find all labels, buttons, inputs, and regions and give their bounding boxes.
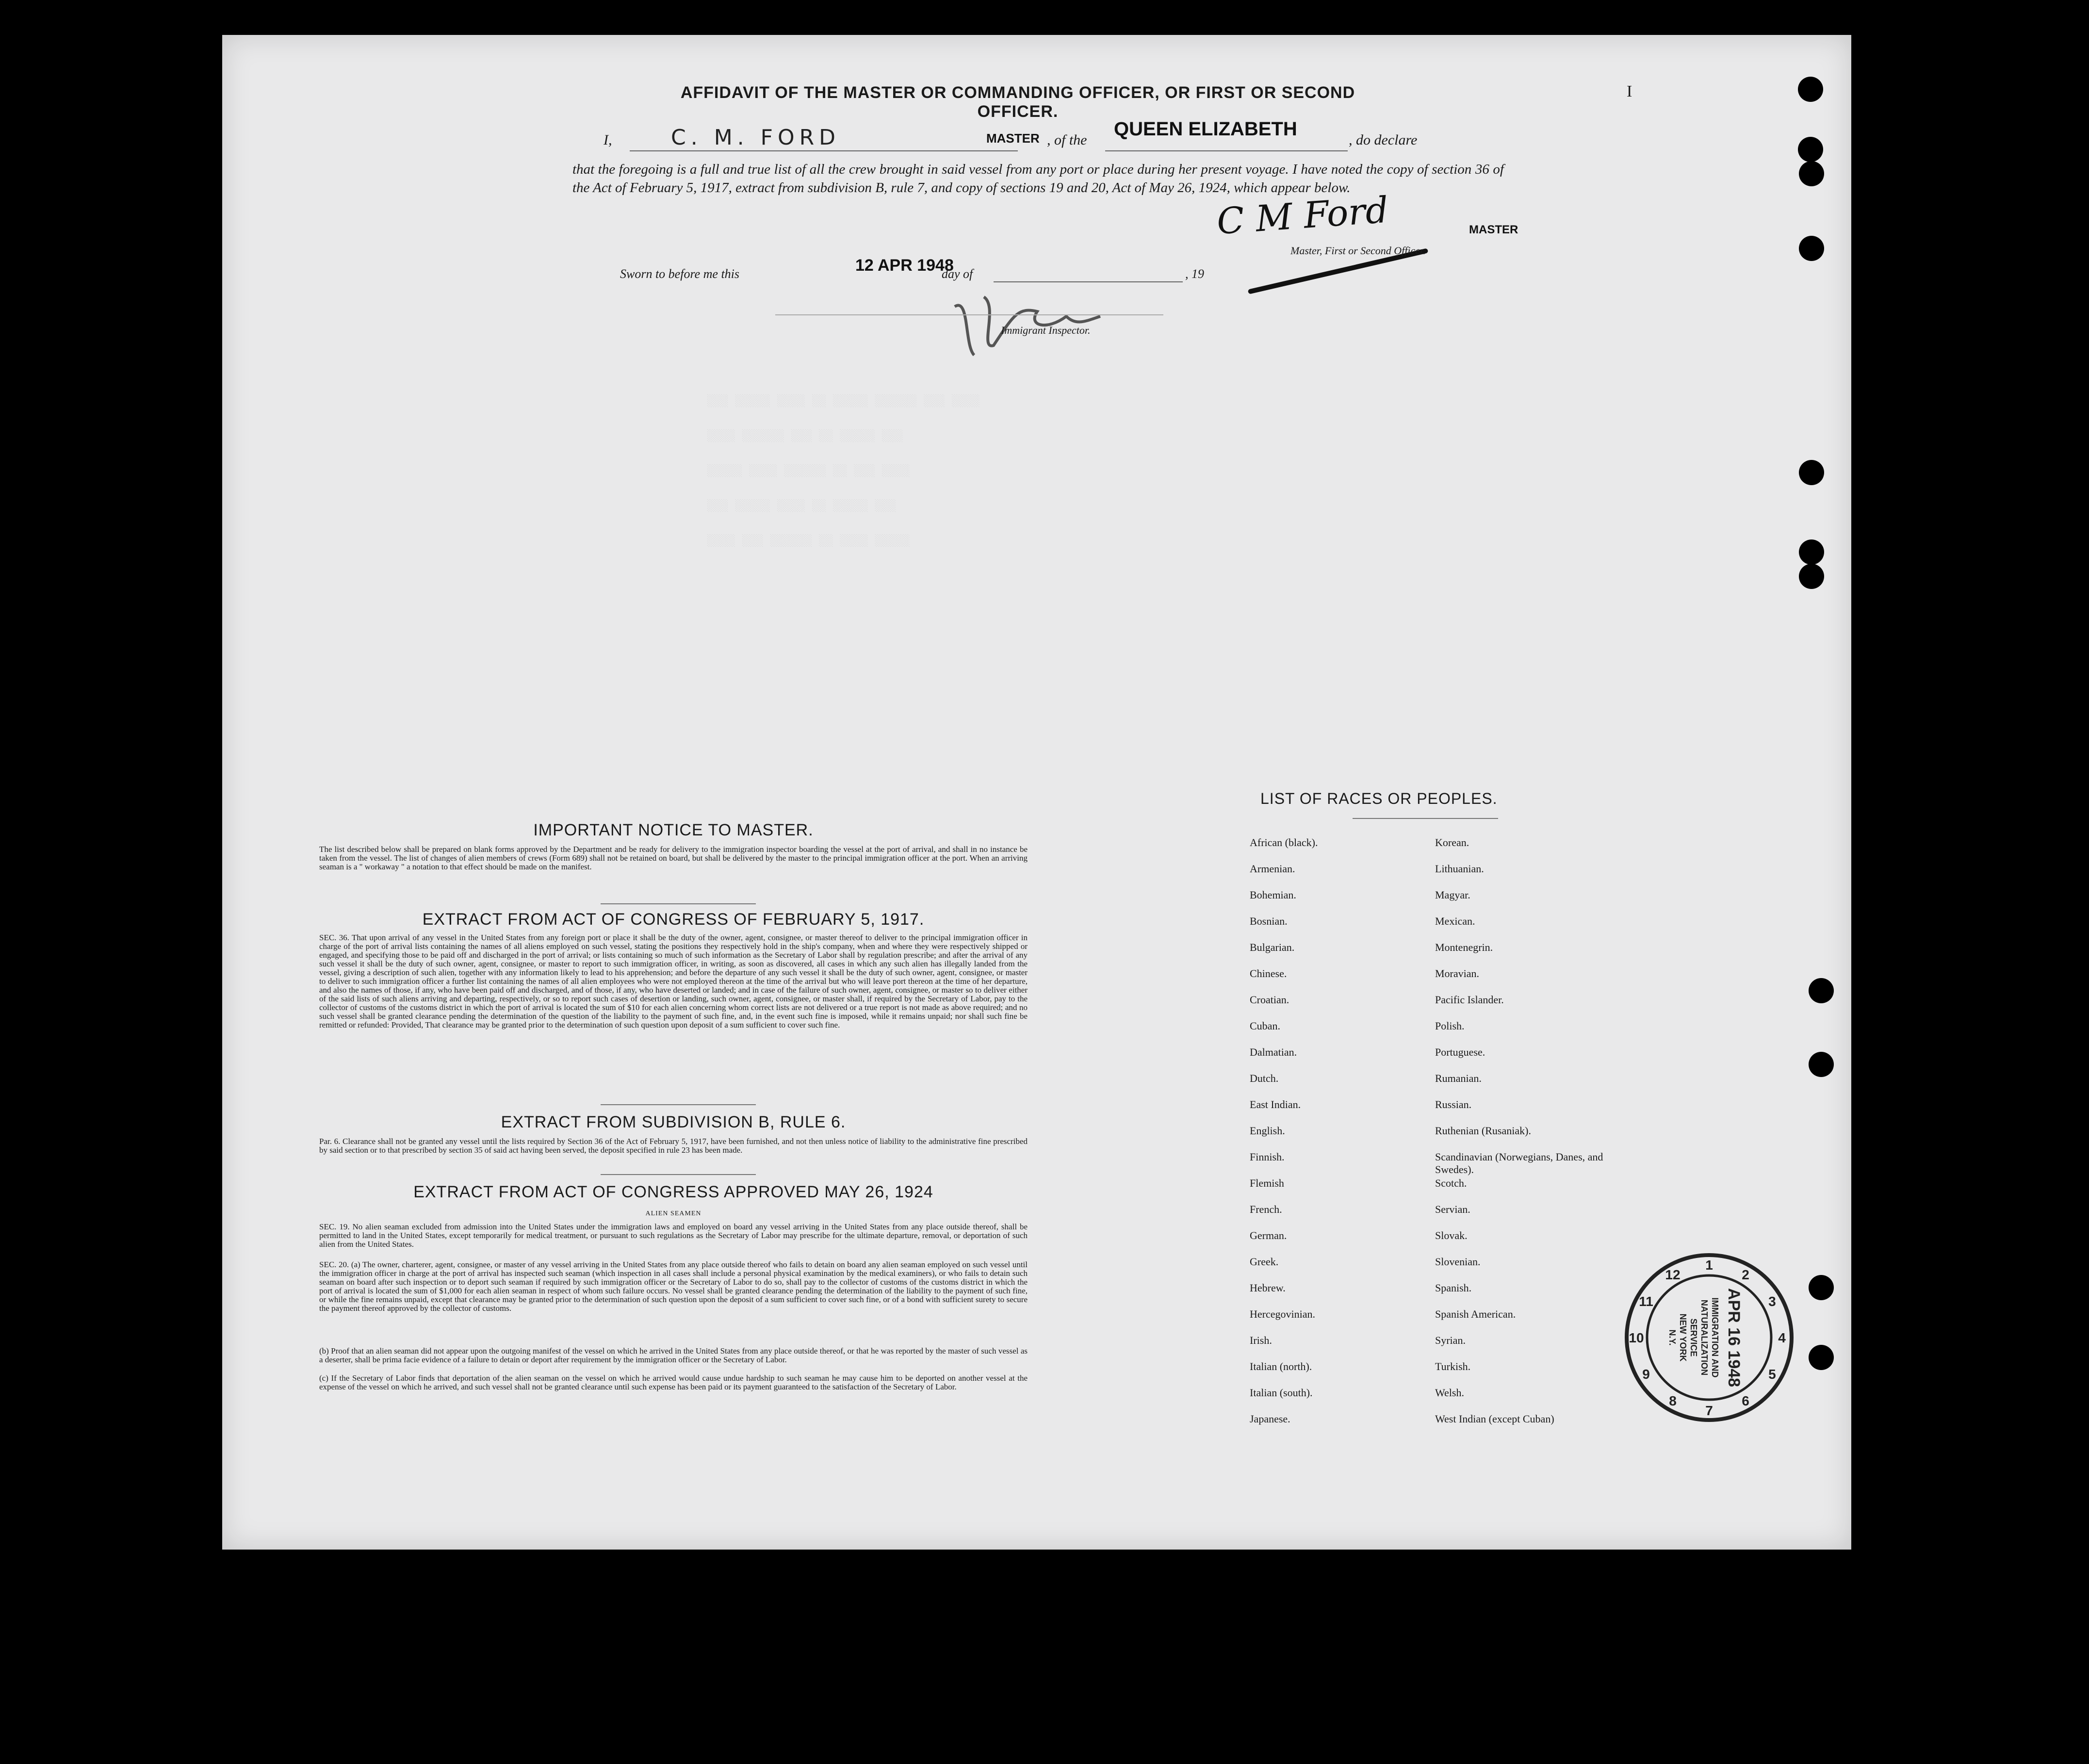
punch-hole — [1799, 539, 1824, 565]
affidavit-i: I, — [604, 132, 612, 148]
stamp-line1: IMMIGRATION AND — [1710, 1297, 1720, 1378]
race-item: Welsh. — [1435, 1387, 1464, 1399]
year-suffix: , 19 — [1185, 267, 1204, 281]
extract-1924-title: EXTRACT FROM ACT OF CONGRESS APPROVED MAY 26, 1924 — [413, 1183, 933, 1201]
race-item: Lithuanian. — [1435, 863, 1484, 875]
race-item: East Indian. — [1250, 1098, 1301, 1111]
declaration-text: that the foregoing is a full and true list of all the crew brought in said vessel from any port or place during her present voyage. I have noted the copy of section 36 of the Act of February 5, 1917, extract from subdivision B, rule 7, and copy of sections 19 and 20, Act of May 26, 1924, which appear below. — [572, 162, 1504, 196]
punch-hole — [1799, 161, 1824, 186]
stamp-ring-number: 1 — [1705, 1258, 1713, 1273]
punch-hole — [1809, 1345, 1834, 1370]
race-item: Montenegrin. — [1435, 941, 1493, 953]
extract-rule6-title: EXTRACT FROM SUBDIVISION B, RULE 6. — [501, 1113, 846, 1131]
stamp-line2: NATURALIZATION — [1699, 1299, 1709, 1376]
master-signature: C M Ford — [1215, 189, 1390, 243]
of-the-text: , of the — [1047, 132, 1087, 148]
races-underline — [1353, 818, 1498, 819]
extract-1924-sec19: SEC. 19. No alien seaman excluded from admission into the United States under the immigration laws and employed on board any vessel arriving in the United States from any place outside thereof, shall be permitted to land in the United States, except temporarily for medical treatment, or pursuant to such regulations as the Secretary of Labor may prescribe for the ultimate departure, removal, or deportation of such alien from the United States. — [319, 1222, 1028, 1249]
race-item: Moravian. — [1435, 967, 1480, 980]
race-item: Italian (north). — [1250, 1360, 1312, 1372]
race-item: Cuban. — [1250, 1020, 1280, 1032]
race-item: Mexican. — [1435, 915, 1475, 927]
race-item: Italian (south). — [1250, 1387, 1313, 1399]
race-item: Scandinavian (Norwegians, Danes, and Swedes). — [1435, 1151, 1603, 1176]
stamp-line5: N.Y. — [1667, 1329, 1677, 1346]
race-item: Hebrew. — [1250, 1282, 1286, 1294]
punch-hole — [1799, 564, 1824, 589]
notice-text: The list described below shall be prepared on blank forms approved by the Department and be ready for delivery to the immigration inspector boarding the vessel at the port of arrival, and shall in no instance be taken from the vessel. The list of changes of alien members of crews (Form 689) shall not be retained on board, but shall be delivered by the master to the principal immigration officer at the port. When an arriving seaman is a " workaway " a notation to that effect should be made on the manifest. — [319, 845, 1028, 871]
page-mark: I — [1627, 82, 1632, 100]
race-item: Slovenian. — [1435, 1256, 1481, 1268]
race-item: Spanish American. — [1435, 1308, 1516, 1320]
race-item: Servian. — [1435, 1203, 1470, 1215]
punch-hole — [1809, 1052, 1834, 1077]
punch-hole — [1799, 460, 1824, 485]
stamp-ring-number: 10 — [1629, 1330, 1644, 1345]
race-item: Scotch. — [1435, 1177, 1467, 1189]
stamp-line3: SERVICE — [1689, 1318, 1698, 1357]
vessel-underline — [1105, 150, 1348, 151]
divider-2 — [601, 1104, 756, 1105]
race-item: Flemish — [1250, 1177, 1284, 1189]
extract-rule6-text: Par. 6. Clearance shall not be granted any vessel until the lists required by Section 36 of the Act of February 5, 1917, have been furnished, and not then unless notice of liability to the administrative fine prescribed by said section or to that prescribed by section 35 of said act having been served, the deposit specified in rule 23 has been made. — [319, 1137, 1028, 1155]
do-declare-text: , do declare — [1349, 132, 1418, 148]
signature-caption: Master, First or Second Officer. — [1290, 245, 1426, 257]
stamp-ring-number: 8 — [1669, 1393, 1677, 1408]
race-item: Portuguese. — [1435, 1046, 1485, 1058]
master-stamp: MASTER — [986, 131, 1040, 146]
bleed-through: ░░░ ░░░░░ ░░░░ ░░ ░░░░░ ░░░░░░ ░░░ ░░░░ ░░░░ ░░░░░░ ░░░ ░░ ░░░░░ ░░░ ░░░░░ ░░░░ ░░░░░░ ░░ ░░░ ░░░░ ░░░ ░░░░░ ░░░░ ░░ ░░░░░ ░░░ ░░░░ ░░░ ░░░░░░ ░░ ░░░░ ░░░░░ — [707, 395, 980, 548]
notice-title: IMPORTANT NOTICE TO MASTER. — [533, 821, 814, 839]
race-item: Finnish. — [1250, 1151, 1285, 1163]
extract-1924-subtitle: ALIEN SEAMEN — [645, 1210, 702, 1217]
signature-master-stamp: MASTER — [1469, 223, 1518, 236]
race-item: West Indian (except Cuban) — [1435, 1413, 1554, 1425]
inspector-caption: Immigrant Inspector. — [1001, 324, 1091, 336]
stamp-ring-number: 5 — [1768, 1367, 1776, 1382]
punch-hole — [1799, 236, 1824, 261]
stamp-date: APR 16 1948 — [1725, 1288, 1743, 1388]
race-item: Polish. — [1435, 1020, 1465, 1032]
extract-1924-sec20b: (b) Proof that an alien seaman did not appear upon the outgoing manifest of the vessel on which he arrived in the United States from any place outside thereof, or that he was reported by the master of such vessel as a deserter, shall be prima facie evidence of a failure to detain or deport after requirement by the immigration officer or the Secretary of Labor. — [319, 1346, 1028, 1364]
race-item: German. — [1250, 1229, 1287, 1241]
race-item: Rumanian. — [1435, 1072, 1482, 1084]
race-item: Chinese. — [1250, 967, 1287, 980]
stamp-ring-number: 2 — [1742, 1267, 1749, 1283]
race-item: Korean. — [1435, 836, 1469, 849]
race-item: Bosnian. — [1250, 915, 1288, 927]
vessel-name: QUEEN ELIZABETH — [1114, 118, 1297, 140]
race-item: Bohemian. — [1250, 889, 1296, 901]
race-item: Dutch. — [1250, 1072, 1279, 1084]
stamp-ring-number: 12 — [1665, 1267, 1681, 1283]
race-item: Turkish. — [1435, 1360, 1471, 1372]
stamp-ring-number: 3 — [1768, 1294, 1776, 1309]
day-of-text: day of — [942, 267, 973, 281]
race-item: Greek. — [1250, 1256, 1279, 1268]
race-item: Japanese. — [1250, 1413, 1290, 1425]
inspector-underline — [775, 314, 1163, 315]
race-item: English. — [1250, 1125, 1285, 1137]
race-item: Russian. — [1435, 1098, 1472, 1111]
sworn-date-stamp: 12 APR 1948 — [855, 256, 954, 275]
immigration-stamp — [1622, 1250, 1796, 1425]
race-item: Syrian. — [1435, 1334, 1466, 1346]
race-item: Irish. — [1250, 1334, 1272, 1346]
race-item: Hercegovinian. — [1250, 1308, 1315, 1320]
race-item: French. — [1250, 1203, 1282, 1215]
race-item: Croatian. — [1250, 994, 1289, 1006]
extract-1917-title: EXTRACT FROM ACT OF CONGRESS OF FEBRUARY 5, 1917. — [422, 910, 925, 929]
punch-hole — [1798, 137, 1823, 162]
race-item: Bulgarian. — [1250, 941, 1295, 953]
sworn-prefix: Sworn to before me this — [620, 267, 740, 281]
stamp-ring-number: 4 — [1778, 1330, 1786, 1345]
race-item: Spanish. — [1435, 1282, 1472, 1294]
race-item: Pacific Islander. — [1435, 994, 1504, 1006]
divider-1 — [601, 903, 756, 904]
races-title: LIST OF RACES OR PEOPLES. — [1260, 790, 1498, 807]
race-item: Slovak. — [1435, 1229, 1468, 1241]
divider-3 — [601, 1174, 756, 1175]
race-item: African (black). — [1250, 836, 1318, 849]
month-underline — [994, 281, 1183, 282]
officer-name: C. M. FORD — [671, 125, 841, 150]
race-item: Magyar. — [1435, 889, 1470, 901]
extract-1924-sec20a: SEC. 20. (a) The owner, charterer, agent, consignee, or master of any vessel arriving in the United States from any place outside thereof who fails to detain on board any alien seaman employed on such vessel until the immigration officer in charge at the port of arrival has inspected such seaman (which inspection in all cases shall include a personal physical examination by the medical examiners), or who fails to detain such seaman on board after such inspection or to deport such seaman if required by such immigration officer or the Secretary of Labor to do so, shall pay to the collector of customs of the customs district in which the port of arrival is located the sum of $1,000 for each alien seaman in respect of whom such failure occurs. No vessel shall be granted clearance pending the determination of the liability to the payment of such fine, or while the fine remains unpaid, except that clearance may be granted prior to the determination of such question upon the deposit of a sum sufficient to cover such fine, or of a bond with sufficient surety to secure the payment thereof approved by the collector of customs. — [319, 1260, 1028, 1313]
punch-hole — [1809, 1275, 1834, 1300]
race-item: Ruthenian (Rusaniak). — [1435, 1125, 1531, 1137]
punch-hole — [1809, 978, 1834, 1003]
officer-underline — [630, 150, 1018, 151]
stamp-line4: NEW YORK — [1678, 1313, 1688, 1362]
stamp-ring-number: 9 — [1642, 1367, 1650, 1382]
extract-1924-sec20c: (c) If the Secretary of Labor finds that deportation of the alien seaman on the vessel on which he arrived would cause undue hardship to such seaman he may cause him to be deported on another vessel at the expense of the vessel on which he arrived, and such vessel shall not be granted clearance until such expense has been paid or its payment guaranteed to the satisfaction of the Secretary of Labor. — [319, 1373, 1028, 1391]
stamp-ring-number: 7 — [1705, 1403, 1713, 1418]
extract-1917-text: SEC. 36. That upon arrival of any vessel in the United States from any foreign port or place it shall be the duty of the owner, agent, consignee, or master thereof to deliver to the principal immigration officer in charge of the port of arrival lists containing the names of all aliens employed on such vessel, stating the positions they respectively hold in the ship's company, when and where they were respectively shipped or engaged, and specifying those to be paid off and discharged in the port of arrival; or lists containing so much of such information as the Secretary of Labor shall by regulation prescribe; and after the arrival of any such vessel it shall be the duty of such owner, agent, consignee, or master to report to such immigration officer, in writing, as soon as discovered, all cases in which any such alien has illegally landed from the vessel, giving a description of such alien, together with any information likely to lead to his apprehension; and before the departure of any such vessel it shall be the duty of such owner, agent, consignee, or master to deliver to such immigration officer a further list containing the names of all alien employees who were not employed thereon at the time of the arrival but who will leave port thereon at the time of her departure, and also the names of those, if any, who have been paid off and discharged, and of those, if any, who have deserted or landed; and in case of the failure of such owner, agent, consignee, or master so to deliver either of the said lists of such aliens arriving and departing, respectively, or so to report such cases of desertion or landing, such owner, agent, consignee, or master shall, if required by the Secretary of Labor, pay to the collector of customs of the customs district in which the port of arrival is located the sum of $10 for each alien concerning whom correct lists are not delivered or a true report is not made as above required; and no such vessel shall be granted clearance pending the determination of the question of the liability to the payment of such fine, and, in the event such fine is imposed, while it remains unpaid; nor shall such fine be remitted or refunded: Provided, That clearance may be granted prior to the determination of such question upon deposit of a sum sufficient to cover such fine. — [319, 933, 1028, 1029]
race-item: Armenian. — [1250, 863, 1295, 875]
document-page — [222, 35, 1851, 1550]
stamp-ring-number: 6 — [1742, 1393, 1749, 1408]
race-item: Dalmatian. — [1250, 1046, 1297, 1058]
stamp-ring-number: 11 — [1639, 1294, 1653, 1309]
affidavit-heading: AFFIDAVIT OF THE MASTER OR COMMANDING OFFICER, OR FIRST OR SECOND OFFICER. — [680, 83, 1355, 121]
punch-hole — [1798, 77, 1823, 102]
